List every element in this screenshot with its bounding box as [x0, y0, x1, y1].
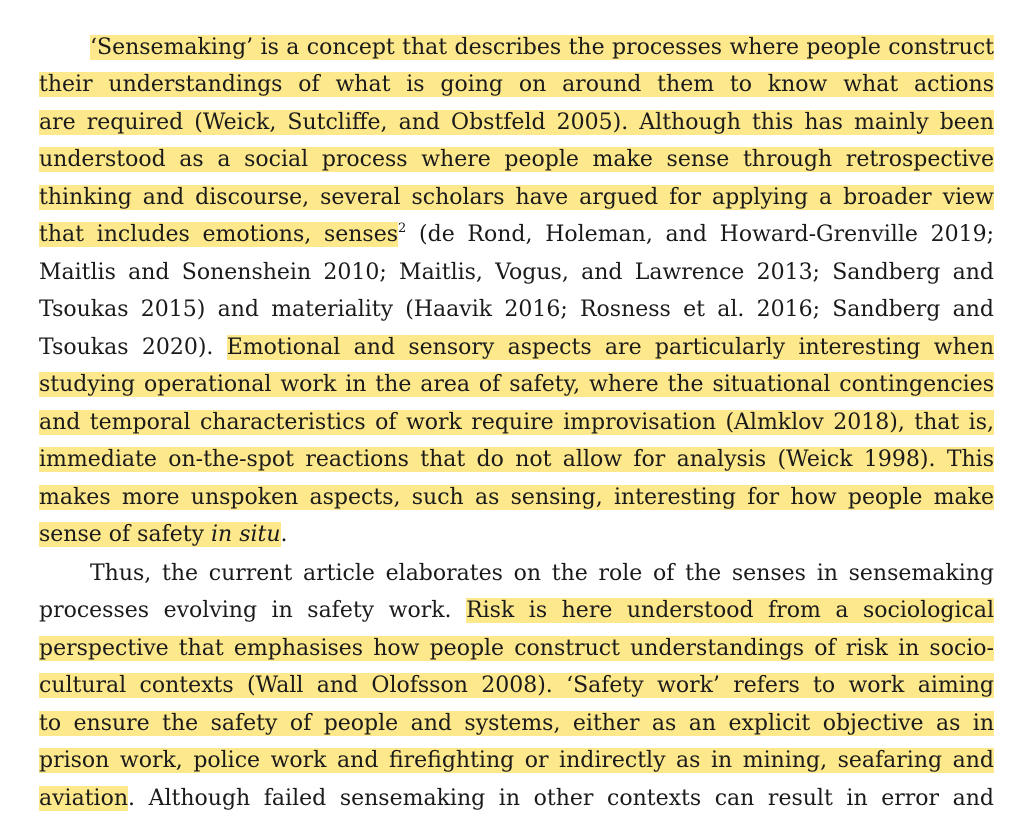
- paragraph-1-line-11: [39, 404, 994, 441]
- paragraph-2-line-5: [39, 705, 994, 742]
- highlight-text: sense of safety: [39, 522, 211, 547]
- paragraph-1-line-14: [39, 516, 994, 553]
- paragraph-1-line-12: [39, 441, 994, 478]
- highlight: thinking and discourse, several scholars have argued for applying a broader view: [39, 185, 994, 210]
- highlight: their understandings of what is going on around them to know what actions: [39, 72, 994, 97]
- paragraph-1-line-1: [90, 29, 994, 66]
- citation-text: Tsoukas 2015) and materiality (Haavik 2016; Rosness et al. 2016; Sandberg and: [39, 297, 994, 322]
- paragraph-1-line-3: [39, 104, 994, 141]
- highlight: aviation: [39, 786, 128, 811]
- period: .: [280, 522, 288, 547]
- highlight: are required (Weick, Sutcliffe, and Obstfeld 2005). Although this has mainly been: [39, 110, 994, 135]
- highlight: immediate on-the-spot reactions that do not allow for analysis (Weick 1998). This: [39, 447, 994, 472]
- paragraph-1-line-6: [39, 216, 994, 253]
- highlight: Risk is here understood from a sociological: [466, 598, 994, 623]
- highlight: and temporal characteristics of work require improvisation (Almklov 2018), that is,: [39, 410, 994, 435]
- paragraph-1-line-8: [39, 291, 994, 328]
- paragraph-2-line-6: [39, 742, 994, 779]
- highlight: cultural contexts (Wall and Olofsson 2008). ‘Safety work’ refers to work aiming: [39, 673, 994, 698]
- highlight-senses: senses: [323, 222, 399, 247]
- highlight: prison work, police work and firefighting or indirectly as in mining, seafaring and: [39, 748, 994, 773]
- highlight: that includes emotions,: [39, 222, 324, 247]
- paragraph-1-line-10: [39, 366, 994, 403]
- paragraph-1-line-5: [39, 179, 994, 216]
- highlight: understood as a social process where people make sense through retrospective: [39, 147, 994, 172]
- paragraph-2-line-2: [39, 592, 994, 629]
- paragraph-1-line-4: [39, 141, 994, 178]
- paragraph-1-line-2: [39, 66, 994, 103]
- paragraph-2-line-1: [90, 555, 994, 592]
- paragraph-2-line-3: [39, 630, 994, 667]
- citation-text: (de Rond, Holeman, and Howard-Grenville 2019;: [406, 222, 994, 247]
- highlight: makes more unspoken aspects, such as sensing, interesting for how people make: [39, 485, 994, 510]
- highlight: [39, 522, 281, 547]
- body-text: processes evolving in safety work.: [39, 598, 467, 623]
- paragraph-2-line-7: [39, 780, 994, 817]
- citation-text: Maitlis and Sonenshein 2010; Maitlis, Vogus, and Lawrence 2013; Sandberg and: [39, 260, 994, 285]
- highlight: to ensure the safety of people and systems, either as an explicit objective as in: [39, 711, 994, 736]
- highlight: studying operational work in the area of safety, where the situational contingencies: [39, 372, 994, 397]
- paragraph-1-line-7: [39, 254, 994, 291]
- italic-term: in situ: [211, 522, 281, 547]
- highlight: ‘Sensemaking’ is a concept that describes the processes where people construct: [90, 35, 994, 60]
- paragraph-1-line-13: [39, 479, 994, 516]
- citation-text: Tsoukas 2020).: [39, 335, 227, 360]
- body-text: . Although failed sensemaking in other contexts can result in error and: [128, 786, 994, 811]
- paragraph-1-line-9: [39, 329, 994, 366]
- body-text: Thus, the current article elaborates on the role of the senses in sensemaking: [90, 561, 994, 586]
- highlight: Emotional and sensory aspects are particularly interesting when: [226, 335, 994, 360]
- highlight: perspective that emphasises how people construct understandings of risk in socio-: [39, 636, 994, 661]
- paragraph-2-line-4: [39, 667, 994, 704]
- footnote-marker[interactable]: 2: [398, 221, 407, 236]
